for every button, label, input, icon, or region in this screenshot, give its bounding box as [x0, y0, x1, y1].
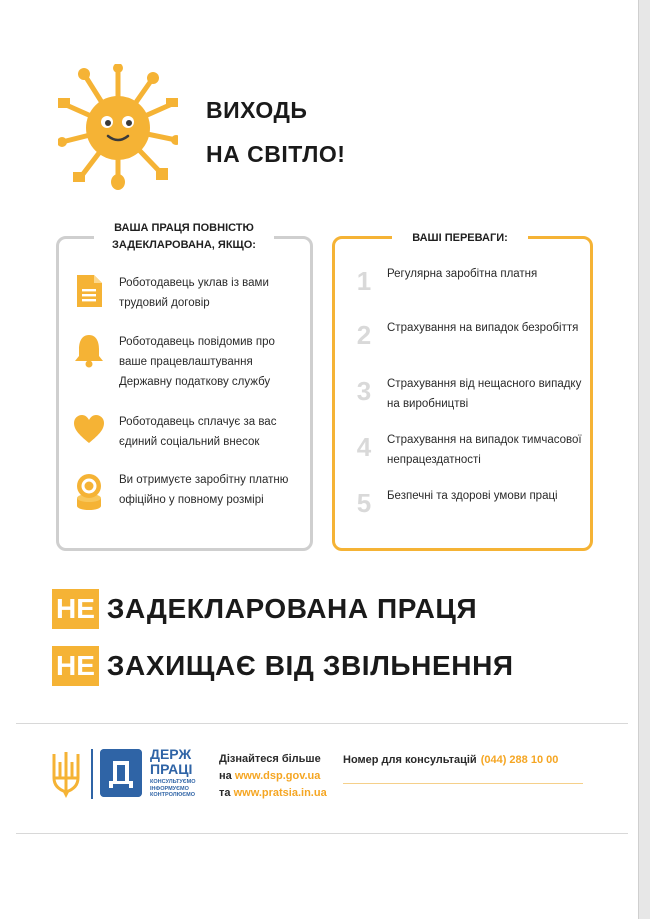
footer-divider-bottom: [16, 833, 628, 834]
slogan-text: ЗАХИЩАЄ ВІД ЗВІЛЬНЕННЯ: [106, 650, 514, 681]
declared-item-text: Роботодавець повідомив про ваше працевлаштування Державну податкову службу: [119, 336, 275, 388]
logo-tagline-line-1: КОНСУЛЬТУЄМО: [150, 779, 196, 785]
benefit-number: 5: [356, 488, 372, 518]
declared-item-text: Роботодавець уклав із вами трудовий договір: [119, 277, 269, 309]
headline: [206, 88, 345, 176]
footer-divider-top: [16, 723, 628, 724]
on-word: на: [219, 770, 232, 782]
heart-icon: [72, 412, 106, 448]
logo-tagline-line-3: КОНТРОЛЮЄМО: [150, 792, 196, 798]
declared-item-text: Роботодавець сплачує за вас єдиний соціальний внесок: [119, 416, 277, 448]
slogan-prefix-badge: НЕ: [52, 646, 99, 686]
benefit-number: 4: [356, 432, 372, 462]
document-icon: [72, 273, 106, 309]
benefit-text: Страхування від нещасного випадку на виробництві: [387, 378, 582, 410]
benefit-number: 2: [356, 320, 372, 350]
headline-line-2: НА СВІТЛО!: [206, 141, 346, 167]
logo-tagline-line-2: ІНФОРМУЄМО: [150, 785, 189, 792]
link-dsp[interactable]: www.dsp.gov.ua: [234, 770, 321, 782]
benefits-panel-title: ВАШІ ПЕРЕВАГИ:: [392, 230, 528, 247]
page-edge: [638, 0, 650, 919]
trident-icon: [50, 748, 82, 800]
derzhpratsi-logo-icon: [100, 749, 142, 797]
sun-mascot-icon: [58, 64, 178, 190]
slogan-prefix-badge: НЕ: [52, 589, 99, 629]
benefit-text: Страхування на випадок безробіття: [387, 322, 579, 334]
consultation-label: Номер для консультацій: [343, 754, 477, 766]
headline-line-1: ВИХОДЬ: [206, 97, 308, 123]
and-word: та: [219, 787, 231, 799]
slogan-line-1: [52, 589, 477, 629]
learn-more-block: [219, 751, 327, 802]
benefit-number: 3: [356, 376, 372, 406]
benefit-number: 1: [356, 266, 372, 296]
consultation-block: [343, 754, 558, 766]
slogan-line-2: [52, 646, 514, 686]
page-edge-line: [638, 0, 639, 919]
benefit-text: Страхування на випадок тимчасової непрацездатності: [387, 434, 582, 466]
logo-separator: [91, 749, 93, 799]
bell-icon: [72, 332, 106, 368]
logo-title-line-1: ДЕРЖ: [150, 746, 192, 762]
coins-icon: [72, 470, 106, 512]
logo-title: [150, 747, 192, 777]
slogan-text: ЗАДЕКЛАРОВАНА ПРАЦЯ: [106, 593, 478, 624]
benefit-text: Регулярна заробітна платня: [387, 268, 538, 280]
logo-tagline: [150, 779, 196, 799]
declared-work-panel-title: ВАША ПРАЦЯ ПОВНІСТЮ ЗАДЕКЛАРОВАНА, ЯКЩО:: [94, 220, 274, 254]
logo-title-line-2: ПРАЦІ: [150, 761, 193, 777]
learn-more-label: Дізнайтеся більше: [219, 753, 321, 765]
benefit-text: Безпечні та здорові умови праці: [387, 490, 558, 502]
consultation-underline: [343, 783, 583, 784]
consultation-phone[interactable]: (044) 288 10 00: [480, 754, 559, 766]
link-pratsia[interactable]: www.pratsia.in.ua: [233, 787, 327, 799]
declared-item-text: Ви отримуєте заробітну платню офіційно у повному розмірі: [119, 474, 289, 506]
